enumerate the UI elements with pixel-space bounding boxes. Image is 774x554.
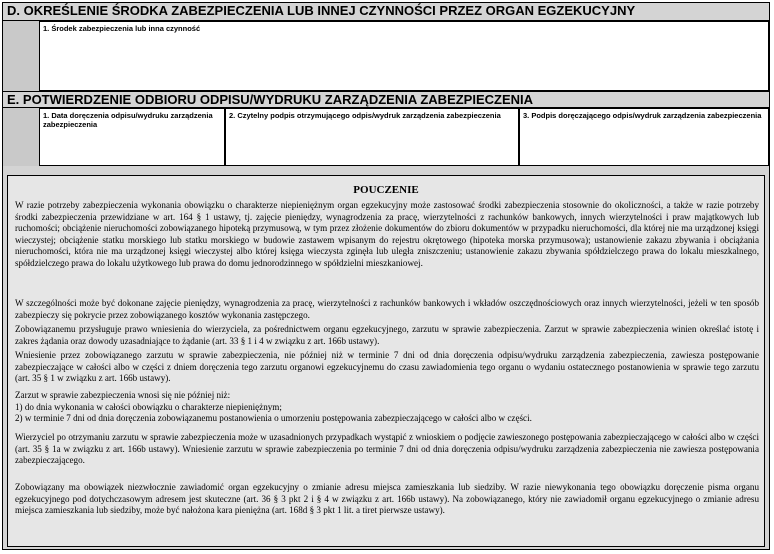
section-d-title: D. OKREŚLENIE ŚRODKA ZABEZPIECZENIA LUB INNEJ CZYNNOŚCI PRZEZ ORGAN EGZEKUCYJNY xyxy=(3,3,769,21)
recipient-signature-field[interactable] xyxy=(225,108,519,166)
delivery-date-field[interactable] xyxy=(39,108,225,166)
deliverer-signature-field[interactable] xyxy=(519,108,769,166)
deliverer-signature-label: 3. Podpis doręczającego odpis/wydruk zarządzenia zabezpieczenia xyxy=(523,111,762,120)
section-e-title: E. POTWIERDZENIE ODBIORU ODPISU/WYDRUKU ZARZĄDZENIA ZABEZPIECZENIA xyxy=(3,91,769,108)
notice-paragraph-7: Zobowiązany ma obowiązek niezwłocznie zawiadomić organ egzekucyjny o zmianie adresu miejsca zamieszkania lub siedziby. W razie niewykonania tego obowiązku doręczenie pisma organu egzekucyjnego pod dotychczasowym adresem jest skuteczne (art. 36 § 3 pkt 2 i § 4 w związku z art. 166b ustawy). Na zobowiązanego, który nie zawiadomił organu egzekucyjnego o zmianie adresu miejsca zamieszkania lub siedziby, może być nałożona kara pieniężna (art. 168d § 3 pkt 1 lit. a tiret pierwsze ustawy). xyxy=(15,482,759,515)
notice-paragraph-3: Zobowiązanemu przysługuje prawo wniesienia do wierzyciela, za pośrednictwem organu egzekucyjnego, zarzutu w sprawie zabezpieczenia. Zarzut w sprawie zabezpieczenia winien określać istotę i zakres żądania oraz dowody uzasadniające to żądanie (art. 33 § 1 i 4 w związku z art. 166b ustawy). xyxy=(15,324,759,346)
delivery-date-label: 1. Data doręczenia odpisu/wydruku zarządzenia zabezpieczenia xyxy=(43,111,213,129)
section-d-field-1-label: 1. Środek zabezpieczenia lub inna czynność xyxy=(43,24,201,33)
notice-title: POUCZENIE xyxy=(353,184,419,196)
form-frame xyxy=(2,2,770,550)
notice-box xyxy=(7,175,765,547)
section-d-field-1[interactable] xyxy=(39,21,769,91)
notice-paragraph-2: W szczególności może być dokonane zajęcie pieniędzy, wynagrodzenia za pracę, wierzytelności z rachunków bankowych i wkładów oszczędnościowych oraz innych wierzytelności, jeżeli w ten sposób zabezpieczy się pokrycie przez zobowiązanego kosztów wykonania zastępczego. xyxy=(15,298,759,320)
notice-paragraph-6: Wierzyciel po otrzymaniu zarzutu w sprawie zabezpieczenia może w uzasadnionych przypadkach wystąpić z wnioskiem o podjęcie zawieszonego postępowania zabezpieczającego w całości albo w części (art. 35 § 1a w związku z art. 166b ustawy). Wniesienie zarzutu w sprawie zabezpieczenia po terminie 7 dni od dnia doręczenia odpisu/wydruku zarządzenia zabezpieczenia nie zawiesza postępowania zabezpieczającego. xyxy=(15,432,759,465)
notice-paragraph-4: Wniesienie przez zobowiązanego zarzutu w sprawie zabezpieczenia, nie później niż w terminie 7 dni od dnia doręczenia odpisu/wydruku zarządzenia zabezpieczenia, zawiesza postępowanie zabezpieczające w całości albo w części z dniem doręczenia tego zarzutu organowi egzekucyjnemu do czasu zawiadomienia tego organu o wydaniu ostatecznego postanowienia w sprawie tego zarzutu (art. 35 § 1 w związku z art. 166b ustawy). xyxy=(15,350,759,383)
notice-paragraph-5: Zarzut w sprawie zabezpieczenia wnosi się nie później niż: 1) do dnia wykonania w całości obowiązku o charakterze niepieniężnym; 2) w terminie 7 dni od dnia doręczenia zobowiązanemu postanowienia o umorzeniu postępowania zabezpieczającego w całości albo w części. xyxy=(15,390,532,423)
notice-paragraph-1: W razie potrzeby zabezpieczenia wykonania obowiązku o charakterze niepieniężnym organ egzekucyjny może zastosować środki zabezpieczenia stosownie do okoliczności, a także w razie potrzeby środki zabezpieczenia przewidziane w art. 164 § 1 ustawy, tj. zajęcie pieniędzy, wynagrodzenia za pracę, wierzytelności z rachunków bankowych, innych wierzytelności i praw majątkowych lub ruchomości; obciążenie nieruchomości zobowiązanego hipoteką przymusową, w tym przez złożenie dokumentów do zbioru dokumentów w przypadku nieruchomości, dla której nie ma urządzonej księgi wieczystej; obciążenie statku morskiego lub statku morskiego w budowie zastawem wpisanym do rejestru okrętowego (hipoteka morska przymusowa); ustanowienie zakazu zbywania i obciążania nieruchomości, która nie ma urządzonej księgi wieczystej albo której księga wieczysta zginęła lub uległa zniszczeniu; ustanowienie zakazu zbywania spółdzielczego prawa do lokalu mieszkalnego, spółdzielczego prawa do lokalu użytkowego lub prawa do domu jednorodzinnego w spółdzielni mieszkaniowej. xyxy=(15,200,759,268)
section-e-margin xyxy=(3,108,39,166)
recipient-signature-label: 2. Czytelny podpis otrzymującego odpis/wydruk zarządzenia zabezpieczenia xyxy=(229,111,501,120)
section-d-margin xyxy=(3,21,39,91)
